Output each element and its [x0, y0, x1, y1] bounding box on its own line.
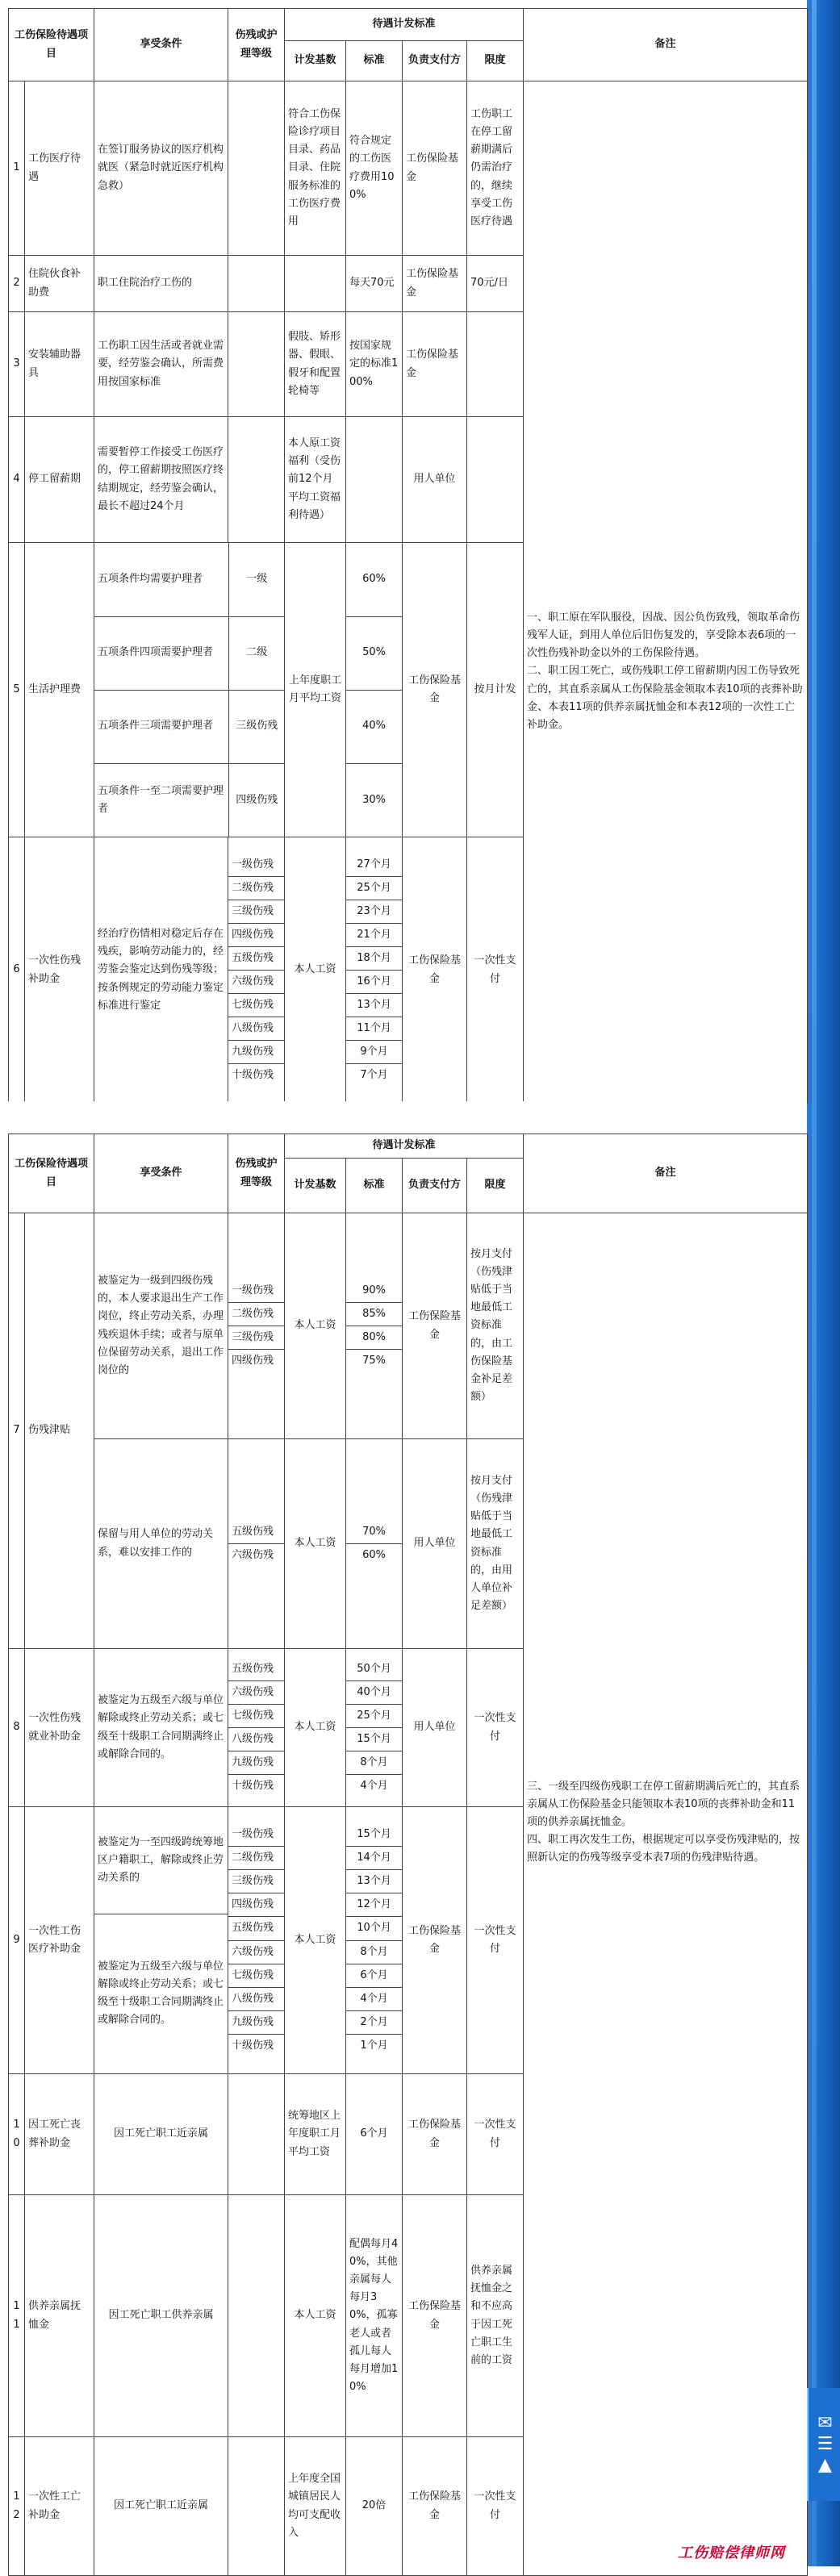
sub-row	[346, 2010, 402, 2034]
sub-row	[346, 1870, 402, 1893]
table-row: 1 工伤医疗待遇 在签订服务协议的医疗机构就医（紧急时就近医疗机构急救） 符合工伤保险诊疗项目目录、药品目录、住院服务标准的工伤医疗费用 符合规定的工伤医疗费用100% 工伤保险基金 工伤职工在停工留薪期满后仍需治疗的，继续享受工伤医疗待遇 一、职工原在军队服役，因战、因公负伤致残，领取革命伤残军人证，到用人单位后旧伤复发的，享受除本表6项的一次性伤残补助金以外的工伤保险待遇。 二、职工因工死亡，或伤残职工停工留薪期内因工伤导致死亡的，其直系亲属从工伤保险基金领取本表10项的丧葬补助金、本表11项的供养亲属抚恤金和本表12项的一次性工亡补助金。	[9, 81, 808, 256]
disability-level: 五级伤残	[228, 1521, 284, 1544]
table-row: 11 供养亲属抚恤金 因工死亡职工供养亲属 本人工资 配偶每月40%，其他亲属每人每月30%，孤寡老人或者孤儿每人每月增加10% 工伤保险基金 供养亲属抚恤金之和不应高于因工死亡职工生前的工资	[9, 2195, 808, 2437]
benefit-standard: 80%	[346, 1326, 402, 1350]
r7-stds-2	[346, 1521, 402, 1567]
sub-row	[228, 1893, 284, 1917]
sub-row	[346, 946, 402, 970]
sub-row	[228, 900, 284, 923]
benefit-standard: 14个月	[346, 1847, 402, 1870]
disability-level: 六级伤残	[228, 1680, 284, 1704]
disability-level: 七级伤残	[228, 1704, 284, 1727]
sub-row	[346, 1326, 402, 1350]
disability-level: 十级伤残	[232, 2039, 274, 2052]
benefit-standard: 13个月	[346, 1870, 402, 1893]
sub-row	[346, 1544, 402, 1568]
r9-conditions: 被鉴定为一至四级跨统筹地区户籍职工，解除或终止劳动关系的 被鉴定为五级至六级与单位解除或终止劳动关系；或七级至十级职工合同期满终止或解除合同的。	[94, 1807, 228, 2073]
r7-stds-1	[346, 1280, 402, 1372]
note-cell-1: 一、职工原在军队服役，因战、因公负伤致残，领取革命伤残军人证，到用人单位后旧伤复发的，享受除本表6项的一次性伤残补助金以外的工伤保险待遇。 二、职工因工死亡，或伤残职工停工留薪期内因工伤导致死亡的，其直系亲属从工伤保险基金领取本表10项的丧葬补助金、本表11项的供养亲属抚恤金和本表12项的一次性工亡补助金。	[524, 81, 808, 1104]
benefit-standard: 60%	[362, 1549, 386, 1561]
benefit-standard: 50个月	[346, 1658, 402, 1681]
disability-level: 十级伤残	[232, 1780, 274, 1793]
benefit-standard: 27个月	[346, 854, 402, 877]
header-level: 伤残或护理等级	[228, 1134, 285, 1213]
sub-row	[346, 1658, 402, 1681]
sub-row	[228, 1987, 284, 2010]
sub-row	[346, 1823, 402, 1847]
benefit-standard: 6个月	[346, 1964, 402, 1987]
benefit-standard: 4个月	[360, 1780, 388, 1793]
sub-row	[346, 1728, 402, 1751]
table-row: 3 安装辅助器具 工伤职工因生活或者就业需要，经劳鉴会确认，所需费用按国家标准 假肢、矫形器、假眼、假牙和配置轮椅等 按国家规定的标准100% 工伤保险基金	[9, 312, 808, 417]
widget-icon-2: ☰	[817, 2434, 834, 2454]
sub-row	[228, 1847, 284, 1870]
disability-level: 二级伤残	[228, 876, 284, 900]
benefit-standard: 15个月	[346, 1823, 402, 1847]
disability-level: 六级伤残	[228, 971, 284, 994]
sub-row	[228, 1041, 284, 1064]
benefit-standard: 4个月	[346, 1987, 402, 2010]
sub-row	[346, 1917, 402, 1940]
floating-widget[interactable]	[807, 2388, 840, 2501]
header-limit: 限度	[467, 1159, 524, 1213]
disability-level: 六级伤残	[228, 1940, 284, 1964]
benefit-standard: 13个月	[346, 994, 402, 1017]
sub-row	[228, 1280, 284, 1303]
r9-stds	[346, 1823, 402, 2057]
sub-row	[228, 1704, 284, 1727]
disability-level: 一级伤残	[228, 1823, 284, 1847]
sub-row	[346, 1064, 402, 1088]
disability-level: 二级伤残	[228, 1847, 284, 1870]
benefit-standard: 9个月	[346, 1041, 402, 1064]
disability-level: 八级伤残	[228, 1728, 284, 1751]
nursing-subtable: 五项条件均需要护理者 一级 五项条件四项需要护理者 二级 五项条件三项需要护理者 三级伤残 五项条件一至二项需要护理者 四级伤残	[94, 543, 285, 837]
sub-row	[228, 923, 284, 946]
disability-level: 三级伤残	[228, 1326, 284, 1350]
sub-row	[346, 1704, 402, 1727]
sub-row	[228, 1302, 284, 1326]
disability-level: 五级伤残	[228, 1917, 284, 1940]
benefit-standard: 8个月	[346, 1751, 402, 1775]
sub-row	[228, 2010, 284, 2034]
table-row: 2 住院伙食补助费 职工住院治疗工伤的 每天70元 工伤保险基金 70元/日	[9, 256, 808, 312]
side-bar-stripe	[812, 0, 817, 2566]
sub-row	[346, 1041, 402, 1064]
note-cell-2: 三、一级至四级伤残职工在停工留薪期满后死亡的，其直系亲属从工伤保险基金只能领取本表10项的丧葬补助金和11项的供养亲属抚恤金。 四、职工再次发生工伤，根据规定可以享受伤残津贴的，按照新认定的伤残等级享受本表7项的伤残津贴待遇。	[524, 1213, 808, 2576]
sub-row	[228, 1728, 284, 1751]
header-item: 工伤保险待遇项目	[9, 1134, 94, 1213]
sub-row	[346, 854, 402, 877]
sub-row	[346, 1751, 402, 1775]
sub-row	[228, 876, 284, 900]
benefit-standard: 85%	[346, 1302, 402, 1326]
benefit-standard: 12个月	[346, 1893, 402, 1917]
disability-level: 一级伤残	[228, 1280, 284, 1303]
sub-row	[346, 971, 402, 994]
disability-level: 九级伤残	[228, 1041, 284, 1064]
disability-level: 九级伤残	[228, 2010, 284, 2034]
sub-row	[346, 1987, 402, 2010]
table-row: 9 一次性工伤医疗补助金 被鉴定为一至四级跨统筹地区户籍职工，解除或终止劳动关系的 被鉴定为五级至六级与单位解除或终止劳动关系；或七级至十级职工合同期满终止或解除合同的。 一级伤残 二级伤残 三级伤残 四级伤残 五级伤残 六级伤残 七级伤残 八级伤残 九级伤残 十级伤残 本人工资 15个月 14个月 13个月 12个月 10个月 8个月 6个月 4个月 2个月 1个月 工伤保险基金 一次性支付	[9, 1807, 808, 2074]
header-condition: 享受条件	[94, 1134, 228, 1213]
sub-row	[346, 1302, 402, 1326]
sub-row	[228, 1064, 284, 1088]
widget-icon-3: ▲	[818, 2455, 832, 2475]
disability-level: 四级伤残	[228, 923, 284, 946]
disability-level: 九级伤残	[228, 1751, 284, 1775]
disability-level: 五级伤残	[228, 946, 284, 970]
header-note: 备注	[524, 9, 808, 81]
sub-row	[346, 2034, 402, 2057]
sub-row	[228, 1658, 284, 1681]
widget-icon: ✉	[817, 2413, 833, 2433]
sub-row	[346, 923, 402, 946]
benefit-table-1	[8, 8, 808, 1104]
table-row: 10 因工死亡丧葬补助金 因工死亡职工近亲属 统筹地区上年度职工月平均工资 6个月 工伤保险基金 一次性支付	[9, 2074, 808, 2195]
disability-level: 五级伤残	[228, 1658, 284, 1681]
sub-row	[346, 1521, 402, 1544]
sub-row	[346, 1350, 402, 1373]
r7-levels-2	[228, 1521, 284, 1567]
disability-level: 四级伤残	[232, 1355, 274, 1367]
sub-row	[228, 994, 284, 1017]
benefit-standard: 16个月	[346, 971, 402, 994]
disability-level-list	[228, 854, 284, 1088]
disability-level: 八级伤残	[228, 1017, 284, 1041]
sub-row	[228, 1326, 284, 1350]
right-side-bar	[807, 0, 840, 2566]
disability-level: 一级伤残	[228, 854, 284, 877]
sub-row	[228, 1917, 284, 1940]
header-standard-group: 待遇计发标准	[285, 1134, 524, 1159]
header-item: 工伤保险待遇项目	[9, 9, 94, 81]
header-level: 伤残或护理等级	[228, 9, 285, 81]
sub-row	[228, 1680, 284, 1704]
r8-stds	[346, 1658, 402, 1798]
benefit-standard: 25个月	[346, 1704, 402, 1727]
header-note: 备注	[524, 1134, 808, 1213]
header-base: 计发基数	[285, 41, 346, 81]
r8-levels	[228, 1658, 284, 1798]
disability-level: 七级伤残	[228, 994, 284, 1017]
sub-row	[346, 1940, 402, 1964]
header-payer: 负责支付方	[403, 41, 467, 81]
disability-level: 八级伤残	[228, 1987, 284, 2010]
benefit-standard: 1个月	[360, 2039, 388, 2052]
header-standard-group: 待遇计发标准	[285, 9, 524, 41]
table-row: 6 一次性伤残补助金 经治疗伤情相对稳定后存在残疾，影响劳动能力的，经劳鉴会鉴定达到伤残等级；按条例规定的劳动能力鉴定标准进行鉴定 一级伤残 二级伤残 三级伤残 四级伤残 五级伤残 六级伤残 七级伤残 八级伤残 九级伤残 十级伤残 本人工资 27个月 25个月 23个月 21个月 18个月 16个月 13个月 11个月 9个月 7个月 工伤保险基金 一次性支付	[9, 837, 808, 1104]
benefit-standard: 21个月	[346, 923, 402, 946]
sub-row	[346, 1017, 402, 1041]
table-row: 12 一次性工亡补助金 因工死亡职工近亲属 上年度全国城镇居民人均可支配收入 20倍 工伤保险基金 一次性支付	[9, 2437, 808, 2576]
header-payer: 负责支付方	[403, 1159, 467, 1213]
benefit-standard: 75%	[362, 1355, 386, 1367]
benefit-table-2	[8, 1134, 808, 2576]
sub-row	[346, 1775, 402, 1798]
disability-level: 三级伤残	[228, 900, 284, 923]
sub-row	[346, 900, 402, 923]
page-gap	[0, 1101, 807, 1135]
nursing-standard-subtable: 60% 50% 40% 30%	[346, 543, 402, 837]
sub-row	[346, 1847, 402, 1870]
disability-level: 二级伤残	[228, 1302, 284, 1326]
header-condition: 享受条件	[94, 9, 228, 81]
sub-row	[228, 1964, 284, 1987]
disability-level: 七级伤残	[228, 1964, 284, 1987]
header-limit: 限度	[467, 41, 524, 81]
sub-row	[228, 2034, 284, 2057]
benefit-standard: 90%	[346, 1280, 402, 1303]
sub-row	[346, 994, 402, 1017]
sub-row	[346, 1680, 402, 1704]
table-row: 5 生活护理费 五项条件均需要护理者 一级 五项条件四项需要护理者 二级 五项条件三项需要护理者 三级伤残 五项条件一至二项需要护理者 四级伤残 上年度职工月平均工资 60% 50% 40% 30% 工伤保险基金 按月计发	[9, 543, 808, 837]
benefit-standard: 23个月	[346, 900, 402, 923]
benefit-standard: 70%	[346, 1521, 402, 1544]
sub-row	[228, 1823, 284, 1847]
benefit-standard: 7个月	[360, 1069, 388, 1082]
benefit-standard: 8个月	[346, 1940, 402, 1964]
table-row: 保留与用人单位的劳动关系，难以安排工作的 五级伤残 六级伤残 本人工资 70% 60% 用人单位 按月支付（伤残津贴低于当地最低工资标准的，由用人单位补足差额）	[9, 1439, 808, 1649]
sub-row	[228, 1870, 284, 1893]
disability-level: 三级伤残	[228, 1870, 284, 1893]
table-row: 8 一次性伤残就业补助金 被鉴定为五级至六级与单位解除或终止劳动关系；或七级至十级职工合同期满终止或解除合同的。 五级伤残 六级伤残 七级伤残 八级伤残 九级伤残 十级伤残 本人工资 50个月 40个月 25个月 15个月 8个月 4个月 用人单位 一次性支付	[9, 1649, 808, 1807]
benefit-standard: 18个月	[346, 946, 402, 970]
header-standard: 标准	[346, 41, 403, 81]
sub-row	[346, 876, 402, 900]
sub-row	[228, 971, 284, 994]
sub-row	[346, 1893, 402, 1917]
header-standard: 标准	[346, 1159, 403, 1213]
header-base: 计发基数	[285, 1159, 346, 1213]
sub-row	[228, 1521, 284, 1544]
sub-row	[346, 1280, 402, 1303]
sub-row	[228, 1775, 284, 1798]
sub-row	[228, 1751, 284, 1775]
benefit-standard: 11个月	[346, 1017, 402, 1041]
benefit-standard: 10个月	[346, 1917, 402, 1940]
sub-row	[228, 1940, 284, 1964]
benefit-standard: 2个月	[346, 2010, 402, 2034]
site-watermark: 工伤赔偿律师网	[678, 2545, 785, 2561]
benefit-standard: 25个月	[346, 876, 402, 900]
table-row: 7 伤残津贴 被鉴定为一级到四级伤残的，本人要求退出生产工作岗位，终止劳动关系，办理残疾退休手续；或者与原单位保留劳动关系，退出工作岗位的 一级伤残 二级伤残 三级伤残 四级伤残 本人工资 90% 85% 80% 75% 工伤保险基金 按月支付（伤残津贴低于当地最低工资标准的，由工伤保险基金补足差额） 三、一级至四级伤残职工在停工留薪期满后死亡的，其直系亲属从工伤保险基金只能领取本表10项的丧葬补助金和11项的供养亲属抚恤金。 四、职工再次发生工伤，根据规定可以享受伤残津贴的，按照新认定的伤残等级享受本表7项的伤残津贴待遇。	[9, 1213, 808, 1439]
sub-row	[228, 1544, 284, 1568]
r7-levels-1	[228, 1280, 284, 1372]
disability-level: 十级伤残	[232, 1069, 274, 1082]
benefit-standard: 40个月	[346, 1680, 402, 1704]
sub-row	[228, 854, 284, 877]
sub-row	[228, 1017, 284, 1041]
disability-level: 四级伤残	[228, 1893, 284, 1917]
sub-row	[346, 1964, 402, 1987]
benefit-standard: 15个月	[346, 1728, 402, 1751]
sub-row	[228, 946, 284, 970]
disability-standard-list	[346, 854, 402, 1088]
sub-row	[228, 1350, 284, 1373]
table-row: 4 停工留薪期 需要暂停工作接受工伤医疗的，停工留薪期按照医疗终结期规定，经劳鉴会确认，最长不超过24个月 本人原工资福利（受伤前12个月平均工资福利待遇） 用人单位	[9, 417, 808, 543]
disability-level: 六级伤残	[232, 1549, 274, 1561]
r9-levels	[228, 1823, 284, 2057]
